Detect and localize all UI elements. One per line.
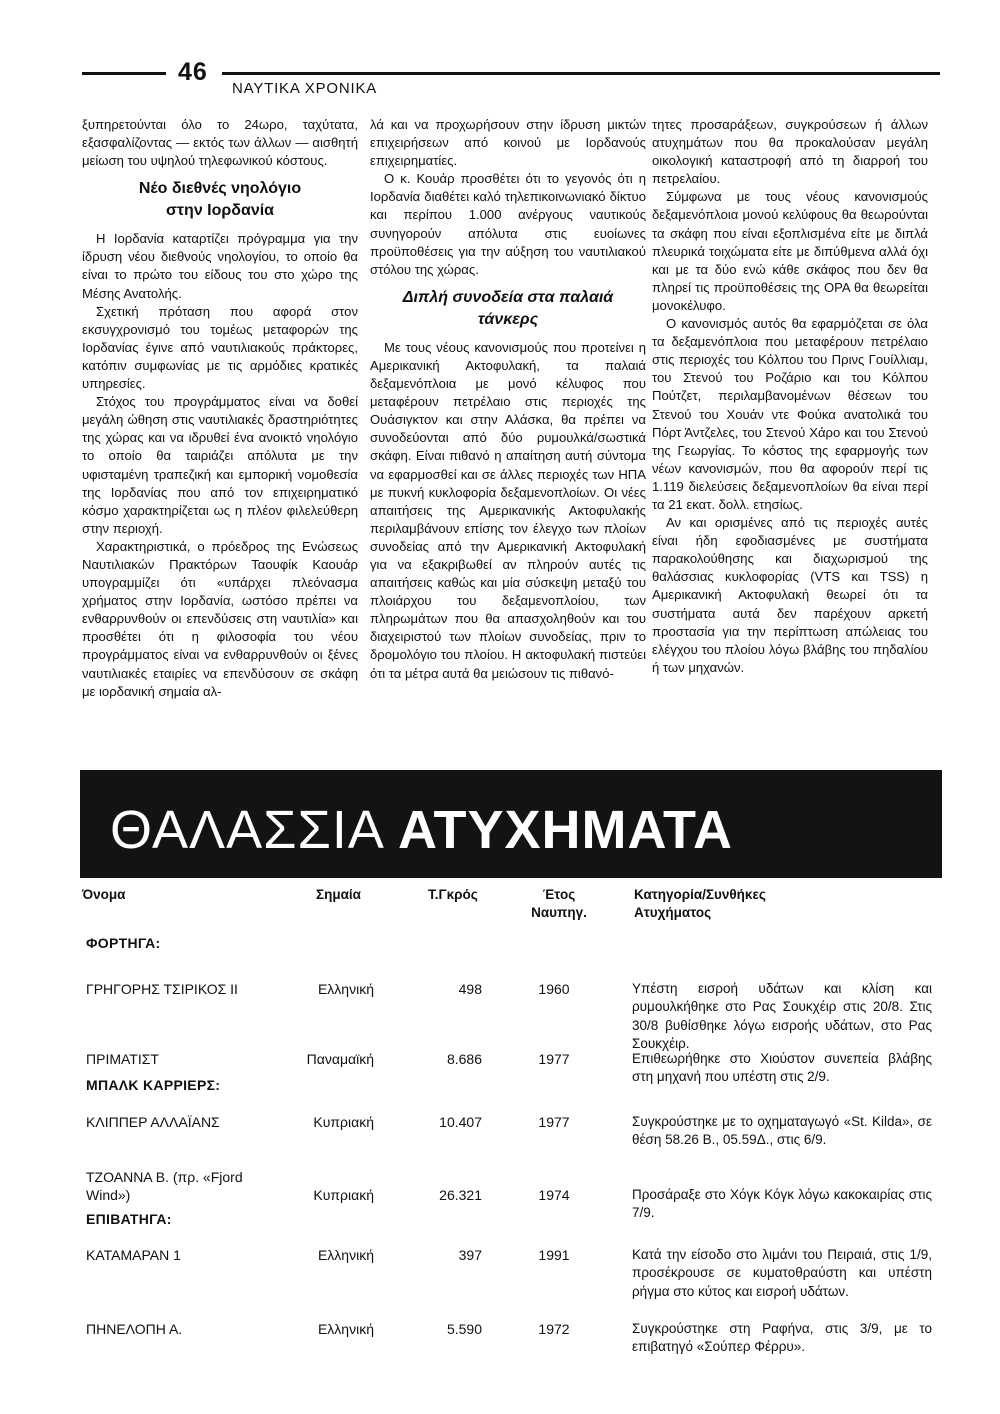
heading-line: στην Ιορδανία [165,202,275,220]
vessel-name: ΤΖΟΑΝΝΑ Β. (πρ. «Fjord Wind») [86,1169,243,1203]
vessel-grt: 397 [458,1247,482,1263]
table-header-flag: Σημαία [316,887,361,902]
vessel-name: ΠΡΙΜΑΤΙΣΤ [86,1051,159,1067]
vessel-flag: Ελληνική [317,1321,374,1337]
paragraph: Σχετική πρόταση που αφορά στον εκσυγχρονισμό του τομέως μεταφορών της Ιορδανίας έγινε από ναυτιλιακούς πράκτορες, κατόπιν συμφωνίας με τις αρμόδιες κρατικές υπηρεσίες. [82,303,358,392]
banner-word-light: ΘΑΛΑΣΣΙΑ [110,800,382,860]
table-header-name: Όνομα [82,887,126,902]
vessel-year: 1977 [538,1114,570,1130]
section-label-cargo: ΦΟΡΤΗΓΑ: [86,935,161,951]
paragraph: ξυπηρετούνται όλο το 24ωρο, ταχύτατα, εξασφαλίζοντας — εκτός των άλλων — αισθητή μείωση του υψηλού τηλεφωνικού κόστους. [82,117,358,169]
vessel-grt: 10.407 [439,1114,482,1130]
incident-description: Προσάραξε στο Χόγκ Κόγκ λόγω κακοκαιρίας στις 7/9. [632,1187,932,1221]
incident-description: Συγκρούστηκε με το οχηματαγωγό «St. Kilda», σε θέση 58.26 Β., 05.59Δ., στις 6/9. [632,1114,932,1148]
banner-title [110,800,733,860]
article-column-3 [652,116,928,677]
vessel-year: 1977 [538,1051,570,1067]
incident-description: Επιθεωρήθηκε στο Χιούστον συνεπεία βλάβης στη μηχανή που υπέστη στις 2/9. [632,1051,932,1085]
table-header-year [524,886,594,922]
vessel-name: ΚΛΙΠΠΕΡ ΑΛΛΑΪΑΝΣ [86,1114,220,1130]
vessel-year: 1960 [538,981,570,997]
article-column-1 [82,116,358,701]
paragraph: τητες προσαράξεων, συγκρούσεων ή άλλων ατυχημάτων που θα προκαλούσαν μεγάλη οικολογική καταστροφή από τη διαρροή του πετρελαίου. [652,117,928,187]
heading-line: τάνκερς [477,310,539,328]
paragraph: Ο κ. Κουάρ προσθέτει ότι το γεγονός ότι η Ιορδανία διαθέτει καλό τηλεπικοινωνιακό δίκτυο και περίπου 1.000 ανέργους ναυτικούς συνηγορούν απόλυτα στις ευοίωνες προϋποθέσεις για την αύξηση του ναυτιλιακού στόλου της χώρας. [370,171,646,277]
vessel-grt: 498 [458,981,482,997]
vessel-flag: Ελληνική [317,981,374,997]
vessel-grt: 8.686 [446,1051,482,1067]
paragraph: Χαρακτηριστικά, ο πρόεδρος της Ενώσεως Ναυτιλιακών Πρακτόρων Ταουφίκ Καουάρ υπογραμμίζει ότι «υπάρχει πλεόνασμα χρήματος στην Ιορδανία, ωστόσο πρέπει να ενθαρρυνθούν οι επενδύσεις στη ναυτιλία» και προσθέτει ότι η φιλοσοφία του νέου προγράμματος είναι να ενθαρρυνθούν οι ξένες ναυτιλιακές εταιρίες να επενδύσουν σε σκάφη με ιορδανική σημαία αλ- [82,538,358,699]
vessel-name: ΓΡΗΓΟΡΗΣ ΤΣΙΡΙΚΟΣ ΙΙ [86,981,238,997]
paragraph: Αν και ορισμένες από τις περιοχές αυτές είναι ήδη εφοδιασμένες με συστήματα παρακολούθησης και διαχωρισμού της θαλάσσιας κυκλοφορίας (VTS και TSS) η Αμερικανική Ακτοφυλακή θεωρεί ότι τα συστήματα αυτά δεν παρέχουν αρκετή προστασία για την περίπτωση απώλειας του ελέγχου του πλοίου λόγω βλάβης του πηδαλίου ή των μηχανών. [652,515,928,675]
table-header-year-line1: Έτος [542,887,576,902]
vessel-name: ΚΑΤΑΜΑΡΑΝ 1 [86,1247,181,1263]
vessel-year: 1972 [538,1321,570,1337]
table-header-grt: Τ.Γκρός [428,887,478,902]
section-heading-double-escort [370,287,646,331]
page-number: 46 [178,58,208,86]
section-label-passenger: ΕΠΙΒΑΤΗΓΑ: [86,1211,172,1227]
paragraph: Σύμφωνα με τους νέους κανονισμούς δεξαμενόπλοια μονού κελύφους θα θεωρούνται τα σκάφη που είναι εξοπλισμένα είτε με διπλά πλευρικά τοιχώματα είτε με διπύθμενα αλλά όχι και με τα δύο ενώ κάθε σκάφος που δεν θα πληρεί τις προϋποθέσεις της OPA θα θεωρείται μονοκέλυφο. [652,189,928,313]
paragraph: Ο κανονισμός αυτός θα εφαρμόζεται σε όλα τα δεξαμενόπλοια που μεταφέρουν πετρέλαιο στις περιοχές του Κόλπου του Πρινς Γουίλλιαμ, του Στενού του Ροζάριο και του Κόλπου Πούτζετ, περιλαμβανομένων θέσεων του Στενού του Χουάν ντε Φούκα ανατολικά του Πόρτ Άντζελες, του Στενού Χάρο και του Στενού της Γεωργίας. Το κόστος της εφαρμογής των νέων κανονισμών, που θα αφορούν περί τις 1.119 διελεύσεις δεξαμενοπλοίων θα είναι περί τα 21 εκατ. δολλ. ετησίως. [652,316,928,512]
vessel-year: 1991 [538,1247,570,1263]
vessel-flag: Ελληνική [317,1247,374,1263]
vessel-flag: Κυπριακή [313,1187,374,1203]
paragraph: Με τους νέους κανονισμούς που προτείνει η Αμερικανική Ακτοφυλακή, τα παλαιά δεξαμενόπλοια με μονό κέλυφος που μεταφέρουν πετρέλαιο στις περιοχές της Ουάσιγκτον και στην Αλάσκα, θα πρέπει να συνοδεύονται από δύο ρυμουλκά/σωστικά σκάφη. Είναι πιθανό η απαίτηση αυτή σύντομα να εφαρμοσθεί και σε άλλες περιοχές των ΗΠΑ με πυκνή κυκλοφορία δεξαμενοπλοίων. Οι νέες απαιτήσεις της Αμερικανικής Ακτοφυλακής περιλαμβάνουν επίσης τον έλεγχο των πλοίων συνοδείας από την Αμερικανική Ακτοφυλακή για να εξακριβωθεί αν πληρούν αυτές τις απαιτήσεις καθώς και μία σύσκεψη μεταξύ του πλοιάρχου του δεξαμενοπλοίου, των πληρωμάτων που θα απασχοληθούν και του διαχειριστού των πλοίων συνοδείας, πριν το δρομολόγιο του πλοίου. Η ακτοφυλακή πιστεύει ότι τα μέτρα αυτά θα μειώσουν τις πιθανό- [370,339,646,681]
table-header-category-line1: Κατηγορία/Συνθήκες [634,887,766,902]
incident-description: Υπέστη εισροή υδάτων και κλίση και ρυμουλκήθηκε στο Ρας Σουκχέιρ στις 20/8. Στις 30/8 βυθίσθηκε λόγω εισροής υδάτων, στο Ρας Σουκχέιρ. [632,981,932,1052]
header-rule-right [222,72,940,75]
paragraph: λά και να προχωρήσουν στην ίδρυση μικτών επιχειρήσεων από κοινού με Ιορδανούς επιχειρηματίες. [370,117,646,169]
heading-line: Διπλή συνοδεία στα παλαιά [402,288,614,306]
heading-line: Νέο διεθνές νηολόγιο [138,180,302,198]
vessel-flag: Κυπριακή [313,1114,374,1130]
paragraph: Η Ιορδανία καταρτίζει πρόγραμμα για την ίδρυση νέου διεθνούς νηολογίου, το οποίο θα είναι το πρώτο του είδους του στο χώρο της Μέσης Ανατολής. [82,231,358,301]
vessel-flag: Παναμαϊκή [306,1051,374,1067]
banner-word-bold: ΑΤΥΧΗΜΑΤΑ [397,800,733,860]
table-header-category [634,886,766,922]
section-banner [80,770,942,878]
vessel-grt: 26.321 [439,1187,482,1203]
table-header-year-line2: Ναυπηγ. [531,905,587,920]
article-column-2 [370,116,646,683]
journal-title: ΝΑΥΤΙΚΑ ΧΡΟΝΙΚΑ [232,80,378,97]
header-rule-left [82,72,166,75]
section-label-bulk-carriers: ΜΠΑΛΚ ΚΑΡΡΙΕΡΣ: [86,1077,221,1093]
incident-description: Συγκρούστηκε στη Ραφήνα, στις 3/9, με το επιβατηγό «Σούπερ Φέρρυ». [632,1321,932,1355]
table-header-category-line2: Ατυχήματος [634,905,712,920]
paragraph: Στόχος του προγράμματος είναι να δοθεί μεγάλη ώθηση στις ναυτιλιακές δραστηριότητες της χώρας και να ιδρυθεί ένα ανοικτό νηολόγιο το οποίο θα ταιριάζει απόλυτα με την υφισταμένη τραπεζική και εμπορική νομοθεσία της Ιορδανίας που από τον επιχειρηματικό κόσμο χαρακτηρίζεται ως η πλέον φιλελεύθερη στην περιοχή. [82,394,358,536]
section-heading-jordan-registry [82,178,358,222]
incident-description: Κατά την είσοδο στο λιμάνι του Πειραιά, στις 1/9, προσέκρουσε σε κυματοθραύστη και υπέστη ρήγμα στο κύτος και εισροή υδάτων. [632,1247,932,1299]
vessel-grt: 5.590 [446,1321,482,1337]
vessel-name: ΠΗΝΕΛΟΠΗ Α. [86,1321,183,1337]
vessel-year: 1974 [538,1187,570,1203]
